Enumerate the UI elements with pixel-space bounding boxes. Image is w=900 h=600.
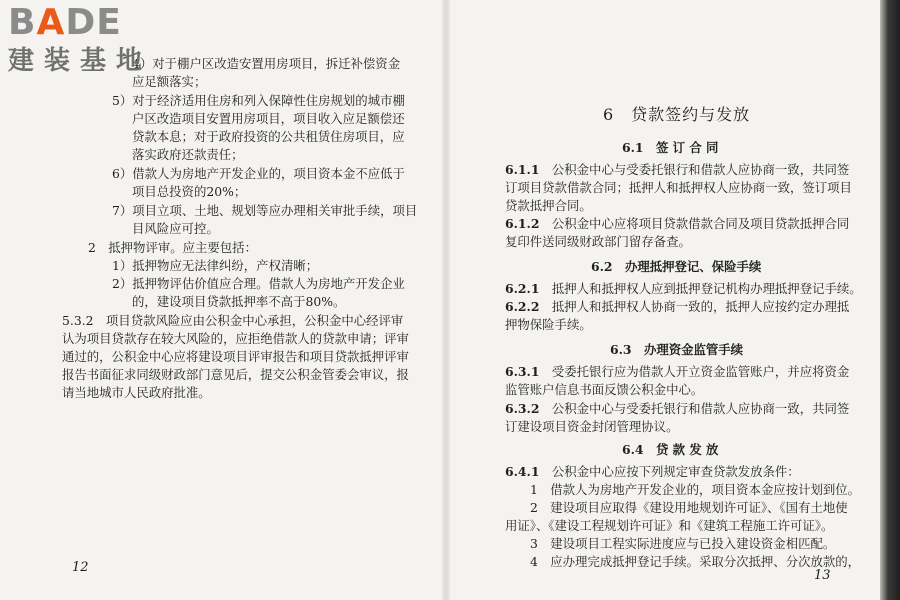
left-line: 5.3.2 项目贷款风险应由公积金中心承担，公积金中心经评审 <box>62 313 404 328</box>
clause-6-3-2: 6.3.2 公积金中心与受委托银行和借款人应协商一致，共同签 <box>505 401 850 416</box>
left-line: 认为项目贷款存在较大风险的，应拒绝借款人的贷款申请；评审 <box>62 331 409 346</box>
left-line: 户区改造项目安置用房项目，项目收入应足额偿还 <box>132 111 405 126</box>
clause-line: 贷款抵押合同。 <box>505 198 592 213</box>
left-line: 通过的，公积金中心应将建设项目评审报告和项目贷款抵押评审 <box>62 349 409 364</box>
clause-line: 押物保险手续。 <box>505 317 592 332</box>
section-title-6-2: 6.2 办理抵押登记、保险手续 <box>591 259 762 274</box>
left-line: 的，建设项目贷款抵押率不高于80%。 <box>132 294 346 309</box>
clause-line: 监管账户信息书面反馈公积金中心。 <box>505 382 704 397</box>
list-item: 4 应办理完成抵押登记手续。采取分次抵押、分次放款的， <box>530 554 861 569</box>
clause-6-1-2: 6.1.2 公积金中心应将项目贷款借款合同及项目贷款抵押合同 <box>505 216 850 231</box>
page-number-left: 12 <box>72 560 89 575</box>
clause-line: 订建设项目资金封闭管理协议。 <box>505 419 679 434</box>
book-gutter <box>442 0 450 600</box>
clause-line: 复印件送同级财政部门留存备查。 <box>505 234 691 249</box>
clause-6-4-1: 6.4.1 公积金中心应按下列规定审查贷款发放条件： <box>505 464 800 479</box>
list-item: 3 建设项目工程实际进度应与已投入建设资金相匹配。 <box>530 536 836 551</box>
list-item: 1 借款人为房地产开发企业的，项目资本金应按计划到位。 <box>530 482 861 497</box>
left-line: 4）对于棚户区改造安置用房项目，拆迁补偿资金 <box>132 56 401 71</box>
clause-6-3-1: 6.3.1 受委托银行应为借款人开立资金监管账户，并应将资金 <box>505 364 850 379</box>
left-line: 5）对于经济适用住房和列入保障性住房规划的城市棚 <box>112 93 405 108</box>
left-line: 7）项目立项、土地、规划等应办理相关审批手续，项目 <box>112 203 418 218</box>
left-line: 落实政府还款责任； <box>132 147 244 162</box>
section-title-6-4: 6.4 贷 款 发 放 <box>622 442 719 457</box>
left-line: 6）借款人为房地产开发企业的，项目资本金不应低于 <box>112 166 405 181</box>
page-number-right: 13 <box>814 568 831 583</box>
clause-line: 订项目贷款借款合同；抵押人和抵押权人应协商一致，签订项目 <box>505 180 852 195</box>
left-line: 项目总投资的20%； <box>132 184 247 199</box>
left-line: 报告书面征求同级财政部门意见后，提交公积金管委会审议，报 <box>62 367 409 382</box>
section-title-6-1: 6.1 签 订 合 同 <box>622 140 719 155</box>
list-item: 用证》、《建设工程规划许可证》和《建筑工程施工许可证》。 <box>505 518 834 533</box>
watermark-logo <box>8 4 178 90</box>
clause-6-2-2: 6.2.2 抵押人和抵押权人协商一致的，抵押人应按约定办理抵 <box>505 299 850 314</box>
clause-6-1-1: 6.1.1 公积金中心与受委托银行和借款人应协商一致，共同签 <box>505 162 850 177</box>
list-item: 2 建设项目应取得《建设用地规划许可证》、《国有土地使 <box>530 500 848 515</box>
left-line: 1）抵押物应无法律纠纷，产权清晰； <box>112 258 319 273</box>
left-line: 2 抵押物评审。应主要包括： <box>88 240 257 255</box>
left-line: 应足额落实； <box>132 74 207 89</box>
left-line: 贷款本息；对于政府投资的公共租赁住房项目，应 <box>132 129 405 144</box>
scan-edge <box>880 0 900 600</box>
logo-chinese-text: 建装基地 <box>8 46 153 76</box>
chapter-title: 6 贷款签约与发放 <box>603 105 751 124</box>
left-line: 2）抵押物评估价值应合理。借款人为房地产开发企业 <box>112 276 405 291</box>
logo-wordmark: BADE <box>8 2 122 43</box>
left-line: 目风险应可控。 <box>132 221 219 236</box>
section-title-6-3: 6.3 办理资金监管手续 <box>610 342 744 357</box>
left-line: 请当地城市人民政府批准。 <box>62 385 211 400</box>
clause-6-2-1: 6.2.1 抵押人和抵押权人应到抵押登记机构办理抵押登记手续。 <box>505 281 862 296</box>
